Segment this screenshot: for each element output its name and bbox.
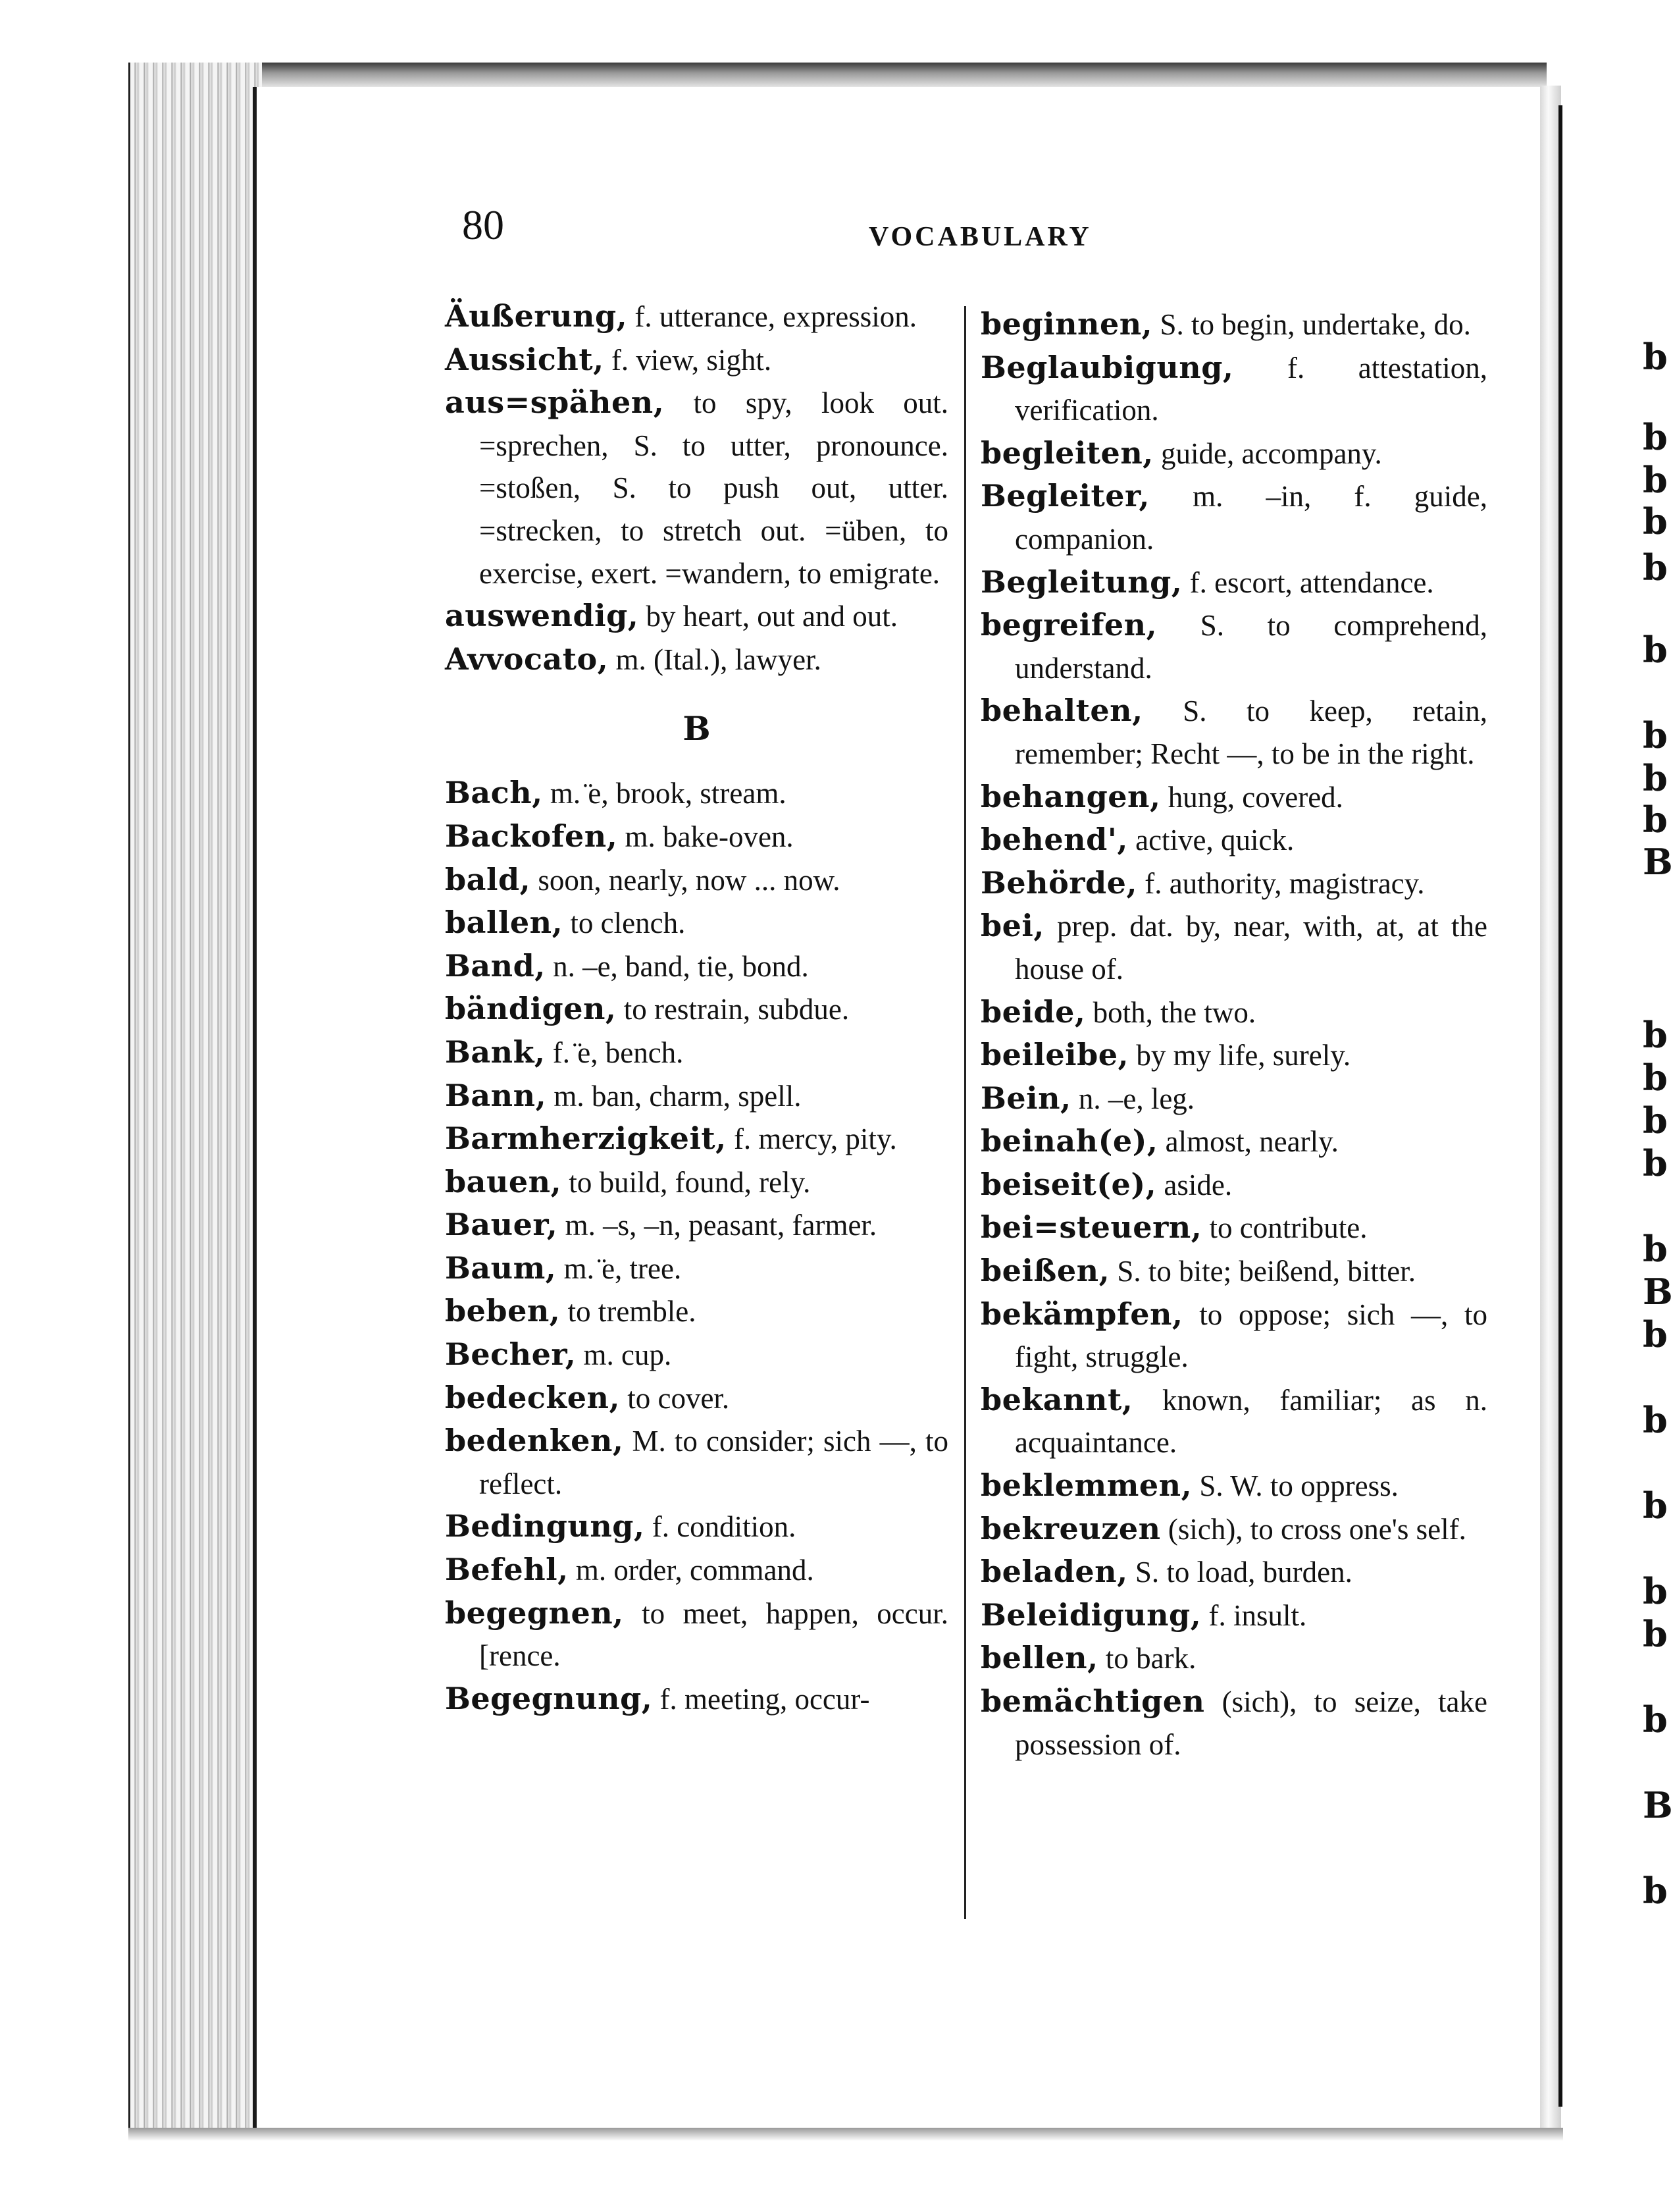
- dictionary-entry: [445, 1333, 948, 1377]
- adjacent-page-letter: b: [1643, 1057, 1668, 1099]
- adjacent-page-letter: b: [1643, 459, 1668, 501]
- entry-headword: bedecken,: [445, 1379, 620, 1415]
- dictionary-entry: [445, 1377, 948, 1420]
- entry-definition: by my life, surely.: [1129, 1039, 1351, 1072]
- entry-definition: prep. dat. by, near, with, at, at the house of.: [1015, 910, 1487, 986]
- entry-definition: to cover.: [619, 1381, 730, 1415]
- entry-headword: beklemmen,: [981, 1467, 1193, 1504]
- entry-headword: Begegnung,: [445, 1680, 653, 1716]
- dictionary-entry: [445, 772, 948, 815]
- letter-heading: B: [682, 709, 711, 749]
- entry-headword: bald,: [445, 861, 531, 897]
- dictionary-entry: [445, 1203, 948, 1247]
- adjacent-page-letter: b: [1643, 546, 1668, 589]
- entry-definition: to spy, look out. =sprechen, S. to utter, pronounce. =stoßen, S. to push out, utter. =strecken, to stretch out. =üben, to exercise, exert. =wandern, to emigrate.: [479, 386, 948, 590]
- right-column: [981, 303, 1487, 1766]
- entry-definition: S. to comprehend, understand.: [1015, 609, 1487, 685]
- adjacent-page-letter: b: [1643, 1228, 1668, 1270]
- dictionary-entry: [445, 815, 948, 858]
- adjacent-page-letter: b: [1643, 500, 1668, 542]
- entry-headword: Aussicht,: [445, 341, 604, 377]
- dictionary-entry: [981, 1034, 1487, 1077]
- entry-headword: Barmherzigkeit,: [445, 1120, 727, 1157]
- entry-headword: beileibe,: [981, 1037, 1129, 1073]
- entry-definition: f. view, sight.: [604, 343, 772, 377]
- entry-definition: to tremble.: [560, 1295, 696, 1329]
- dictionary-entry: [981, 689, 1487, 775]
- entry-headword: bellen,: [981, 1640, 1098, 1676]
- dictionary-entry: [981, 346, 1487, 432]
- dictionary-entry: [981, 1637, 1487, 1680]
- entry-definition: almost, nearly.: [1158, 1125, 1339, 1159]
- entry-headword: beginnen,: [981, 306, 1153, 342]
- dictionary-entry: [445, 1074, 948, 1118]
- dictionary-entry: [981, 604, 1487, 689]
- dictionary-entry: [445, 988, 948, 1031]
- entry-headword: bemächtigen: [981, 1683, 1205, 1719]
- entry-headword: Befehl,: [445, 1552, 569, 1588]
- entry-definition: to bark.: [1098, 1642, 1197, 1675]
- dictionary-entry: [445, 638, 948, 681]
- dictionary-entry: [981, 1550, 1487, 1594]
- dictionary-entry: [981, 862, 1487, 905]
- entry-definition: both, the two.: [1085, 995, 1256, 1029]
- entry-definition: to restrain, subdue.: [616, 993, 850, 1026]
- dictionary-entry: [981, 905, 1487, 990]
- entry-headword: Bach,: [445, 775, 543, 811]
- entry-headword: bekreuzen: [981, 1510, 1161, 1546]
- entry-headword: Baum,: [445, 1250, 557, 1286]
- entry-definition: to meet, happen, occur. [rence.: [479, 1596, 948, 1673]
- entry-headword: Bein,: [981, 1080, 1071, 1116]
- dictionary-entry: [445, 1419, 948, 1505]
- entry-definition: known, familiar; as n. acquaintance.: [1015, 1383, 1487, 1460]
- adjacent-page-letter: b: [1643, 757, 1668, 799]
- entry-definition: S. to keep, retain, remember; Recht —, to be in the right.: [1015, 695, 1487, 770]
- entry-headword: behend',: [981, 822, 1128, 858]
- dictionary-entry: [981, 818, 1487, 862]
- dictionary-entry: [445, 1548, 948, 1592]
- dictionary-entry: [445, 1247, 948, 1290]
- entry-definition: (sich), to seize, take possession of.: [1015, 1685, 1487, 1761]
- dictionary-entry: [981, 1120, 1487, 1163]
- book-bottom-edge: [128, 2128, 1563, 2141]
- adjacent-page-letter: b: [1643, 714, 1668, 756]
- entry-headword: behalten,: [981, 693, 1143, 729]
- entry-headword: beiseit(e),: [981, 1166, 1157, 1202]
- entry-definition: active, quick.: [1127, 824, 1295, 857]
- entry-headword: bekannt,: [981, 1381, 1133, 1417]
- adjacent-page-letter: b: [1643, 1870, 1668, 1912]
- entry-definition: hung, covered.: [1160, 780, 1343, 814]
- dictionary-entry: [445, 1161, 948, 1204]
- adjacent-page-letter: B: [1643, 1784, 1673, 1826]
- entry-definition: f. escort, attendance.: [1182, 566, 1434, 599]
- entry-definition: f. attestation, verification.: [1015, 351, 1487, 427]
- entry-definition: m. (Ital.), lawyer.: [608, 643, 821, 676]
- entry-headword: bändigen,: [445, 991, 617, 1027]
- entry-definition: by heart, out and out.: [638, 600, 898, 633]
- entry-headword: Beleidigung,: [981, 1596, 1202, 1633]
- entry-headword: Bank,: [445, 1034, 546, 1070]
- entry-headword: bei,: [981, 908, 1044, 944]
- entry-headword: bauen,: [445, 1163, 562, 1199]
- dictionary-entry: [445, 1505, 948, 1548]
- dictionary-entry: [445, 1290, 948, 1333]
- dictionary-entry: [981, 1379, 1487, 1464]
- entry-headword: bedenken,: [445, 1423, 624, 1459]
- entry-headword: beide,: [981, 993, 1086, 1030]
- adjacent-page-letter: B: [1643, 1271, 1673, 1313]
- entry-definition: aside.: [1156, 1168, 1233, 1201]
- dictionary-entry: [445, 1117, 948, 1161]
- adjacent-page-letter: B: [1643, 841, 1673, 883]
- book-top-edge: [132, 63, 1547, 89]
- column-divider: [964, 306, 966, 1919]
- entry-headword: Bauer,: [445, 1207, 558, 1243]
- page-number: 80: [462, 201, 504, 248]
- dictionary-entry: [981, 1163, 1487, 1207]
- dictionary-entry: [445, 594, 948, 638]
- entry-definition: guide, accompany.: [1153, 436, 1382, 470]
- entry-definition: f. meeting, occur-: [652, 1682, 870, 1716]
- entry-headword: Band,: [445, 947, 546, 984]
- adjacent-page-letter: b: [1643, 1313, 1668, 1356]
- entry-definition: to oppose; sich —, to fight, struggle.: [1015, 1298, 1487, 1374]
- entry-definition: to contribute.: [1202, 1211, 1368, 1245]
- entry-headword: Begleiter,: [981, 478, 1150, 514]
- entry-definition: m. order, command.: [568, 1554, 814, 1587]
- dictionary-entry: [981, 303, 1487, 346]
- adjacent-page-letter: b: [1643, 1099, 1668, 1142]
- entry-definition: m. bake-oven.: [617, 820, 794, 853]
- entry-headword: behangen,: [981, 778, 1161, 814]
- dictionary-entry: [981, 561, 1487, 604]
- entry-definition: m. –s, –n, peasant, farmer.: [557, 1209, 877, 1242]
- entry-definition: (sich), to cross one's self.: [1160, 1512, 1466, 1546]
- entry-headword: bei=steuern,: [981, 1209, 1202, 1246]
- entry-headword: Bann,: [445, 1077, 547, 1113]
- dictionary-entry: [445, 381, 948, 594]
- dictionary-entry: [445, 945, 948, 988]
- adjacent-page-letter: b: [1643, 799, 1668, 841]
- entry-definition: M. to consider; sich —, to reflect.: [479, 1425, 948, 1500]
- entry-headword: Behörde,: [981, 864, 1137, 901]
- dictionary-entry: [981, 1206, 1487, 1250]
- dictionary-entry: [981, 1250, 1487, 1293]
- entry-headword: bekämpfen,: [981, 1296, 1183, 1332]
- adjacent-page-letter: b: [1643, 1485, 1668, 1527]
- adjacent-page-letter: b: [1643, 416, 1668, 458]
- entry-headword: Bedingung,: [445, 1508, 645, 1544]
- entry-headword: Becher,: [445, 1336, 577, 1373]
- entry-definition: to build, found, rely.: [561, 1165, 811, 1199]
- entry-definition: f. authority, magistracy.: [1137, 866, 1425, 900]
- entry-headword: beißen,: [981, 1253, 1110, 1289]
- entry-headword: ballen,: [445, 905, 563, 941]
- entry-headword: beladen,: [981, 1554, 1128, 1590]
- entry-definition: soon, nearly, now ... now.: [530, 863, 840, 897]
- dictionary-entry: [445, 1677, 948, 1721]
- entry-definition: f. ̈e, bench.: [545, 1036, 684, 1069]
- entry-definition: S. to begin, undertake, do.: [1152, 308, 1471, 341]
- entry-headword: Avvocato,: [445, 641, 609, 677]
- dictionary-entry: [445, 1592, 948, 1677]
- entry-definition: m. –in, f. guide, companion.: [1015, 480, 1487, 556]
- entry-headword: begleiten,: [981, 434, 1154, 471]
- dictionary-entry: [445, 1031, 948, 1074]
- entry-definition: n. –e, band, tie, bond.: [545, 949, 809, 983]
- entry-definition: to clench.: [563, 907, 686, 940]
- left-entries-a: [445, 295, 948, 681]
- dictionary-entry: [445, 295, 948, 338]
- entry-definition: m. cup.: [576, 1338, 672, 1372]
- dictionary-entry: [445, 338, 948, 382]
- adjacent-page-letter: b: [1643, 1613, 1668, 1655]
- dictionary-entry: [981, 1464, 1487, 1508]
- entry-headword: beinah(e),: [981, 1123, 1158, 1159]
- entry-headword: beben,: [445, 1293, 561, 1329]
- dictionary-entry: [981, 1680, 1487, 1766]
- entry-headword: auswendig,: [445, 598, 639, 634]
- adjacent-page-letter: b: [1643, 1142, 1668, 1184]
- entry-headword: Begleitung,: [981, 564, 1183, 600]
- dictionary-entry: [981, 991, 1487, 1034]
- entry-headword: begreifen,: [981, 607, 1158, 643]
- adjacent-page-letter: b: [1643, 1698, 1668, 1741]
- running-head: VOCABULARY: [869, 222, 1092, 252]
- entry-definition: n. –e, leg.: [1071, 1082, 1195, 1115]
- entry-definition: S. to load, burden.: [1127, 1556, 1352, 1589]
- dictionary-entry: [981, 1594, 1487, 1637]
- dictionary-entry: [981, 776, 1487, 819]
- adjacent-page-letter: b: [1643, 1014, 1668, 1056]
- dictionary-entry: [981, 1077, 1487, 1120]
- adjacent-page-letter: b: [1643, 1399, 1668, 1441]
- dictionary-entry: [981, 1508, 1487, 1551]
- entry-headword: Backofen,: [445, 818, 618, 854]
- dictionary-entry: [981, 1293, 1487, 1379]
- dictionary-entry: [981, 475, 1487, 560]
- adjacent-page-letter: b: [1643, 336, 1668, 378]
- entry-headword: aus=spähen,: [445, 384, 665, 421]
- dictionary-entry: [445, 858, 948, 902]
- entry-definition: S. W. to oppress.: [1192, 1469, 1399, 1503]
- entry-headword: Beglaubigung,: [981, 349, 1234, 385]
- entry-definition: m. ̈e, tree.: [556, 1251, 682, 1285]
- dictionary-entry: [981, 432, 1487, 475]
- entry-definition: f. condition.: [644, 1510, 796, 1544]
- entry-definition: f. utterance, expression.: [627, 300, 917, 333]
- adjacent-page-letter: b: [1643, 629, 1668, 671]
- entry-definition: m. ̈e, brook, stream.: [542, 777, 786, 810]
- entry-definition: S. to bite; beißend, bitter.: [1110, 1255, 1416, 1288]
- entry-definition: f. insult.: [1201, 1598, 1307, 1632]
- dictionary-entry: [445, 901, 948, 945]
- adjacent-page-letter: b: [1643, 1570, 1668, 1612]
- book-page-edges: [128, 63, 262, 2130]
- entry-definition: f. mercy, pity.: [726, 1122, 897, 1156]
- left-entries-b: [445, 772, 948, 1720]
- entry-headword: Äußerung,: [445, 298, 628, 334]
- entry-definition: m. ban, charm, spell.: [546, 1079, 802, 1113]
- left-column: [445, 295, 948, 1720]
- entry-headword: begegnen,: [445, 1594, 624, 1631]
